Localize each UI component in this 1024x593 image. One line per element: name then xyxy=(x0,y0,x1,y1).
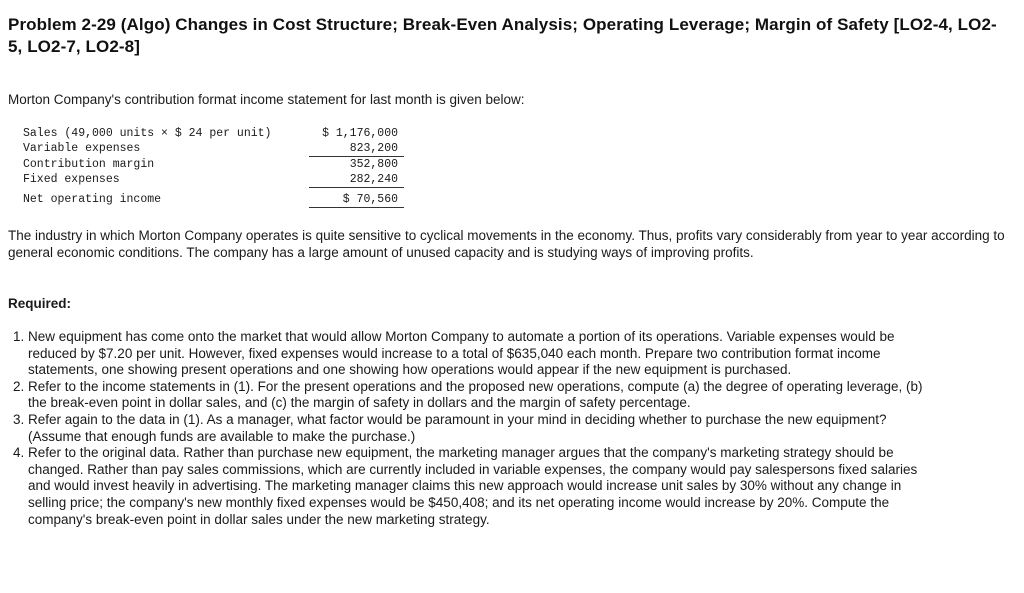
statement-amount: $ 70,560 xyxy=(309,188,404,208)
question-item: 2. Refer to the income statements in (1). For the present operations and the proposed new operations, compute (a) the degree of operating leverage, (b) the break-even point in dollar sales, and (c) the margin of safety in dollars and the margin of safety percentage. xyxy=(28,379,933,412)
statement-amount: 823,200 xyxy=(309,141,404,157)
statement-label: Net operating income xyxy=(23,193,162,206)
question-item: 1. New equipment has come onto the market that would allow Morton Company to automate a portion of its operations. Variable expenses would be reduced by $7.20 per unit. However, fixed expenses would increase to a total of $635,040 each month. Prepare two contribution format income statements, one showing present operations and one showing how operations would appear if the new equipment is purchased. xyxy=(28,329,933,379)
statement-label: Fixed expenses xyxy=(23,173,120,187)
statement-row xyxy=(20,126,404,141)
problem-title: Problem 2-29 (Algo) Changes in Cost Structure; Break-Even Analysis; Operating Leverage; Margin of Safety [LO2-4, LO2-5, LO2-7, LO2-8] xyxy=(8,15,997,56)
statement-amount: $ 1,176,000 xyxy=(322,127,398,140)
statement-row xyxy=(20,172,404,188)
question-item: 4. Refer to the original data. Rather than purchase new equipment, the marketing manager argues that the company's marketing strategy should be changed. Rather than pay sales commissions, which are currently included in variable expenses, the company would pay salespersons fixed salaries and would invest heavily in advertising. The marketing manager claims this new approach would increase unit sales by 30% without any change in selling price; the company's new monthly fixed expenses would be $450,408; and its net operating income would increase by 20%. Compute the company's break-even point in dollar sales under the new marketing strategy. xyxy=(28,445,933,528)
statement-row xyxy=(20,188,404,208)
statement-label: Variable expenses xyxy=(23,142,141,156)
required-heading: Required: xyxy=(8,296,72,311)
statement-label: Contribution margin xyxy=(23,157,155,171)
problem-header xyxy=(8,14,1008,58)
intro-text: Morton Company's contribution format income statement for last month is given below: xyxy=(8,92,525,107)
income-statement xyxy=(20,126,404,208)
question-item: 3. Refer again to the data in (1). As a manager, what factor would be paramount in your mind in deciding whether to purchase the new equipment? (Assume that enough funds are available to make the purchase.) xyxy=(28,412,933,445)
statement-amount: 282,240 xyxy=(309,172,404,188)
statement-row xyxy=(20,141,404,157)
statement-amount: 352,800 xyxy=(349,158,398,171)
statement-label: Sales (49,000 units × $ 24 per unit) xyxy=(23,127,272,140)
context-paragraph: The industry in which Morton Company operates is quite sensitive to cyclical movements in the economy. Thus, profits vary considerably from year to year according to general economic conditions. The company has a large amount of unused capacity and is studying ways of improving profits. xyxy=(8,228,1005,260)
statement-row xyxy=(20,157,404,173)
question-list xyxy=(8,329,933,528)
